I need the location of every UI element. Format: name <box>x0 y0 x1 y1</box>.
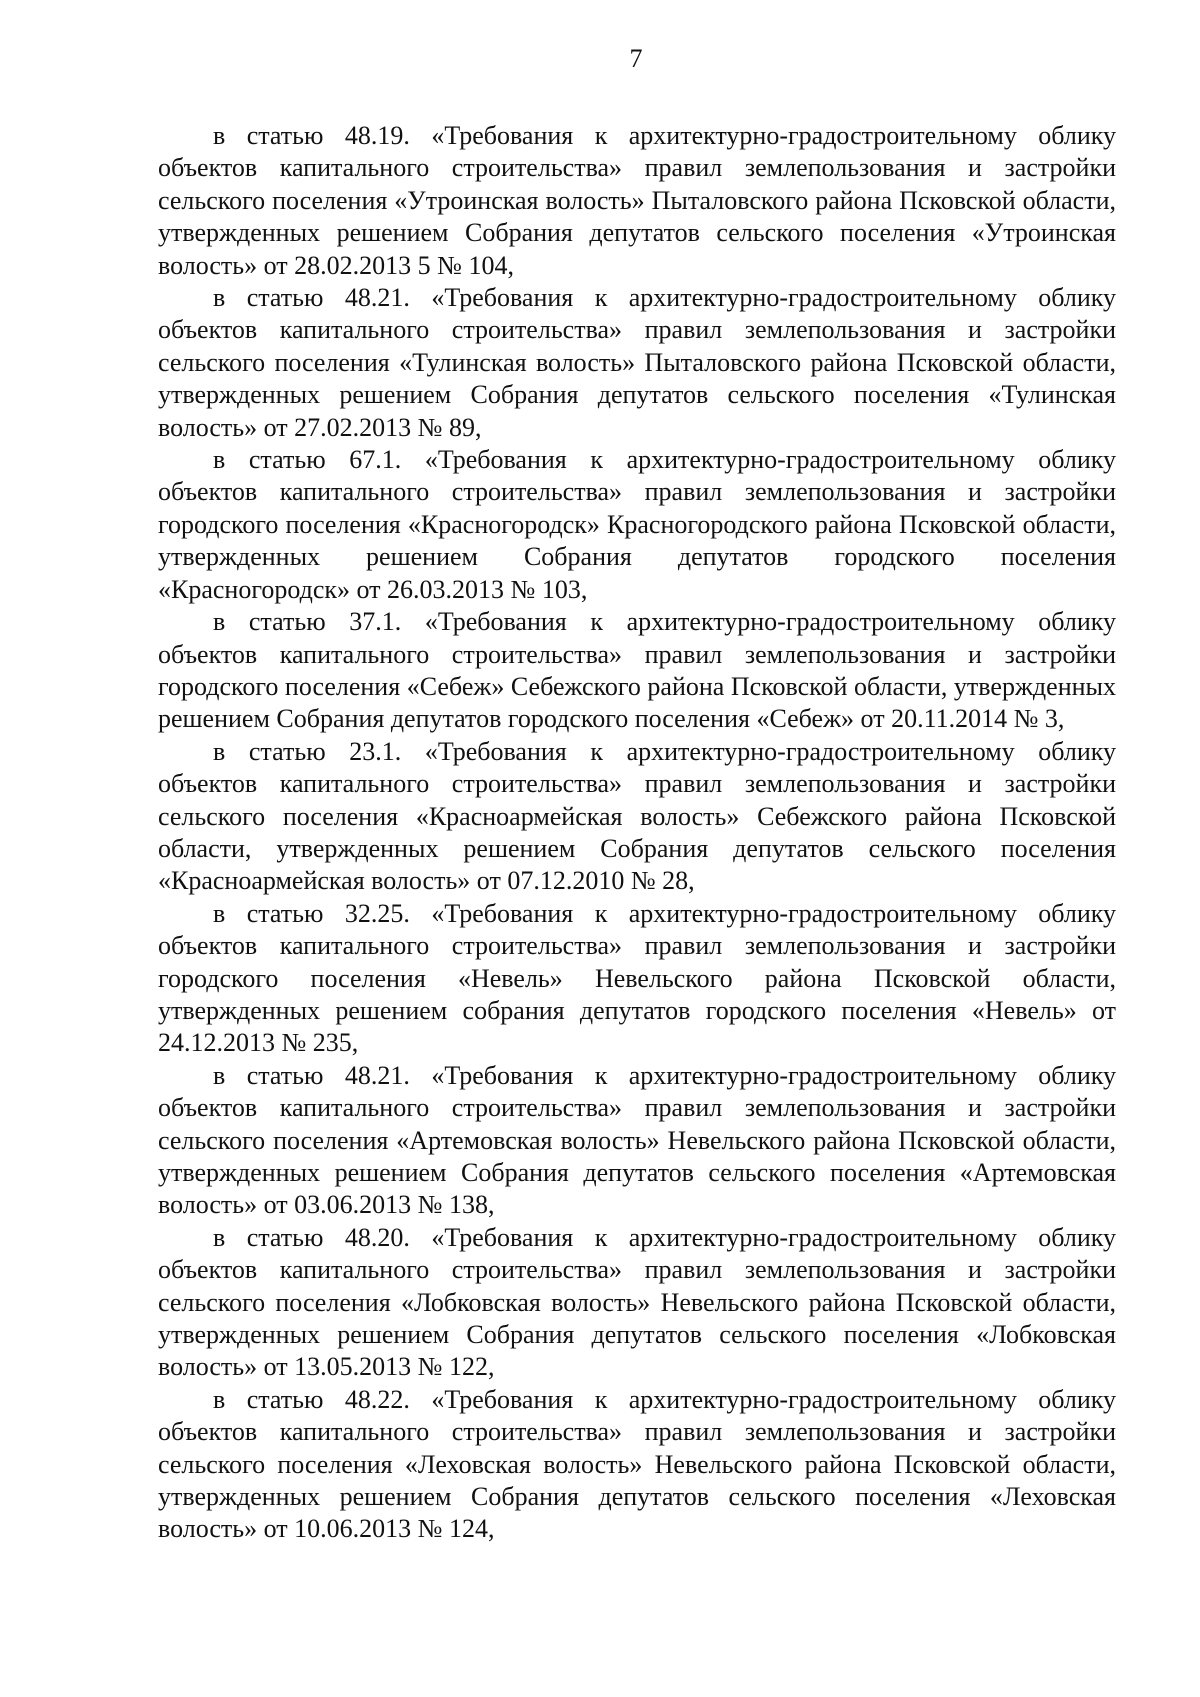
paragraph-article-32-25: в статью 32.25. «Требования к архитектурно-градостроительному облику объектов капитального строительства» правил землепользования и застройки городского поселения «Невель» Невельского района Псковской области, утвержденных решением собрания депутатов городского поселения «Невель» от 24.12.2013 № 235, <box>158 898 1116 1058</box>
paragraph-article-67-1: в статью 67.1. «Требования к архитектурно-градостроительному облику объектов капитального строительства» правил землепользования и застройки городского поселения «Красногородск» Красногородского района Псковской области, утвержденных решением Собрания депутатов городского поселения «Красногородск» от 26.03.2013 № 103, <box>158 445 1116 604</box>
paragraph-article-23-1: в статью 23.1. «Требования к архитектурно-градостроительному облику объектов капитального строительства» правил землепользования и застройки сельского поселения «Красноармейская волость» Себежского района Псковской области, утвержденных решением Собрания депутатов сельского поселения «Красноармейская волость» от 07.12.2010 № 28, <box>158 736 1116 896</box>
paragraph-article-48-21-tulinskaya: в статью 48.21. «Требования к архитектурно-градостроительному облику объектов капитального строительства» правил землепользования и застройки сельского поселения «Тулинская волость» Пыталовского района Псковской области, утвержденных решением Собрания депутатов сельского поселения «Тулинская волость» от 27.02.2013 № 89, <box>158 283 1116 442</box>
paragraph-article-48-22: в статью 48.22. «Требования к архитектурно-градостроительному облику объектов капитального строительства» правил землепользования и застройки сельского поселения «Леховская волость» Невельского района Псковской области, утвержденных решением Собрания депутатов сельского поселения «Леховская волость» от 10.06.2013 № 124, <box>158 1384 1116 1544</box>
paragraph-article-48-21-artemovskaya: в статью 48.21. «Требования к архитектурно-градостроительному облику объектов капитального строительства» правил землепользования и застройки сельского поселения «Артемовская волость» Невельского района Псковской области, утвержденных решением Собрания депутатов сельского поселения «Артемовская волость» от 03.06.2013 № 138, <box>158 1060 1116 1220</box>
page-number: 7 <box>629 44 643 73</box>
paragraph-article-48-20: в статью 48.20. «Требования к архитектурно-градостроительному облику объектов капитального строительства» правил землепользования и застройки сельского поселения «Лобковская волость» Невельского района Псковской области, утвержденных решением Собрания депутатов сельского поселения «Лобковская волость» от 13.05.2013 № 122, <box>158 1222 1116 1382</box>
paragraph-article-37-1: в статью 37.1. «Требования к архитектурно-градостроительному облику объектов капитального строительства» правил землепользования и застройки городского поселения «Себеж» Себежского района Псковской области, утвержденных решением Собрания депутатов городского поселения «Себеж» от 20.11.2014 № 3, <box>158 607 1116 734</box>
document-body <box>158 120 1116 1546</box>
paragraph-article-48-19: в статью 48.19. «Требования к архитектурно-градостроительному облику объектов капитального строительства» правил землепользования и застройки сельского поселения «Утроинская волость» Пыталовского района Псковской области, утвержденных решением Собрания депутатов сельского поселения «Утроинская волость» от 28.02.2013 5 № 104, <box>158 121 1116 280</box>
